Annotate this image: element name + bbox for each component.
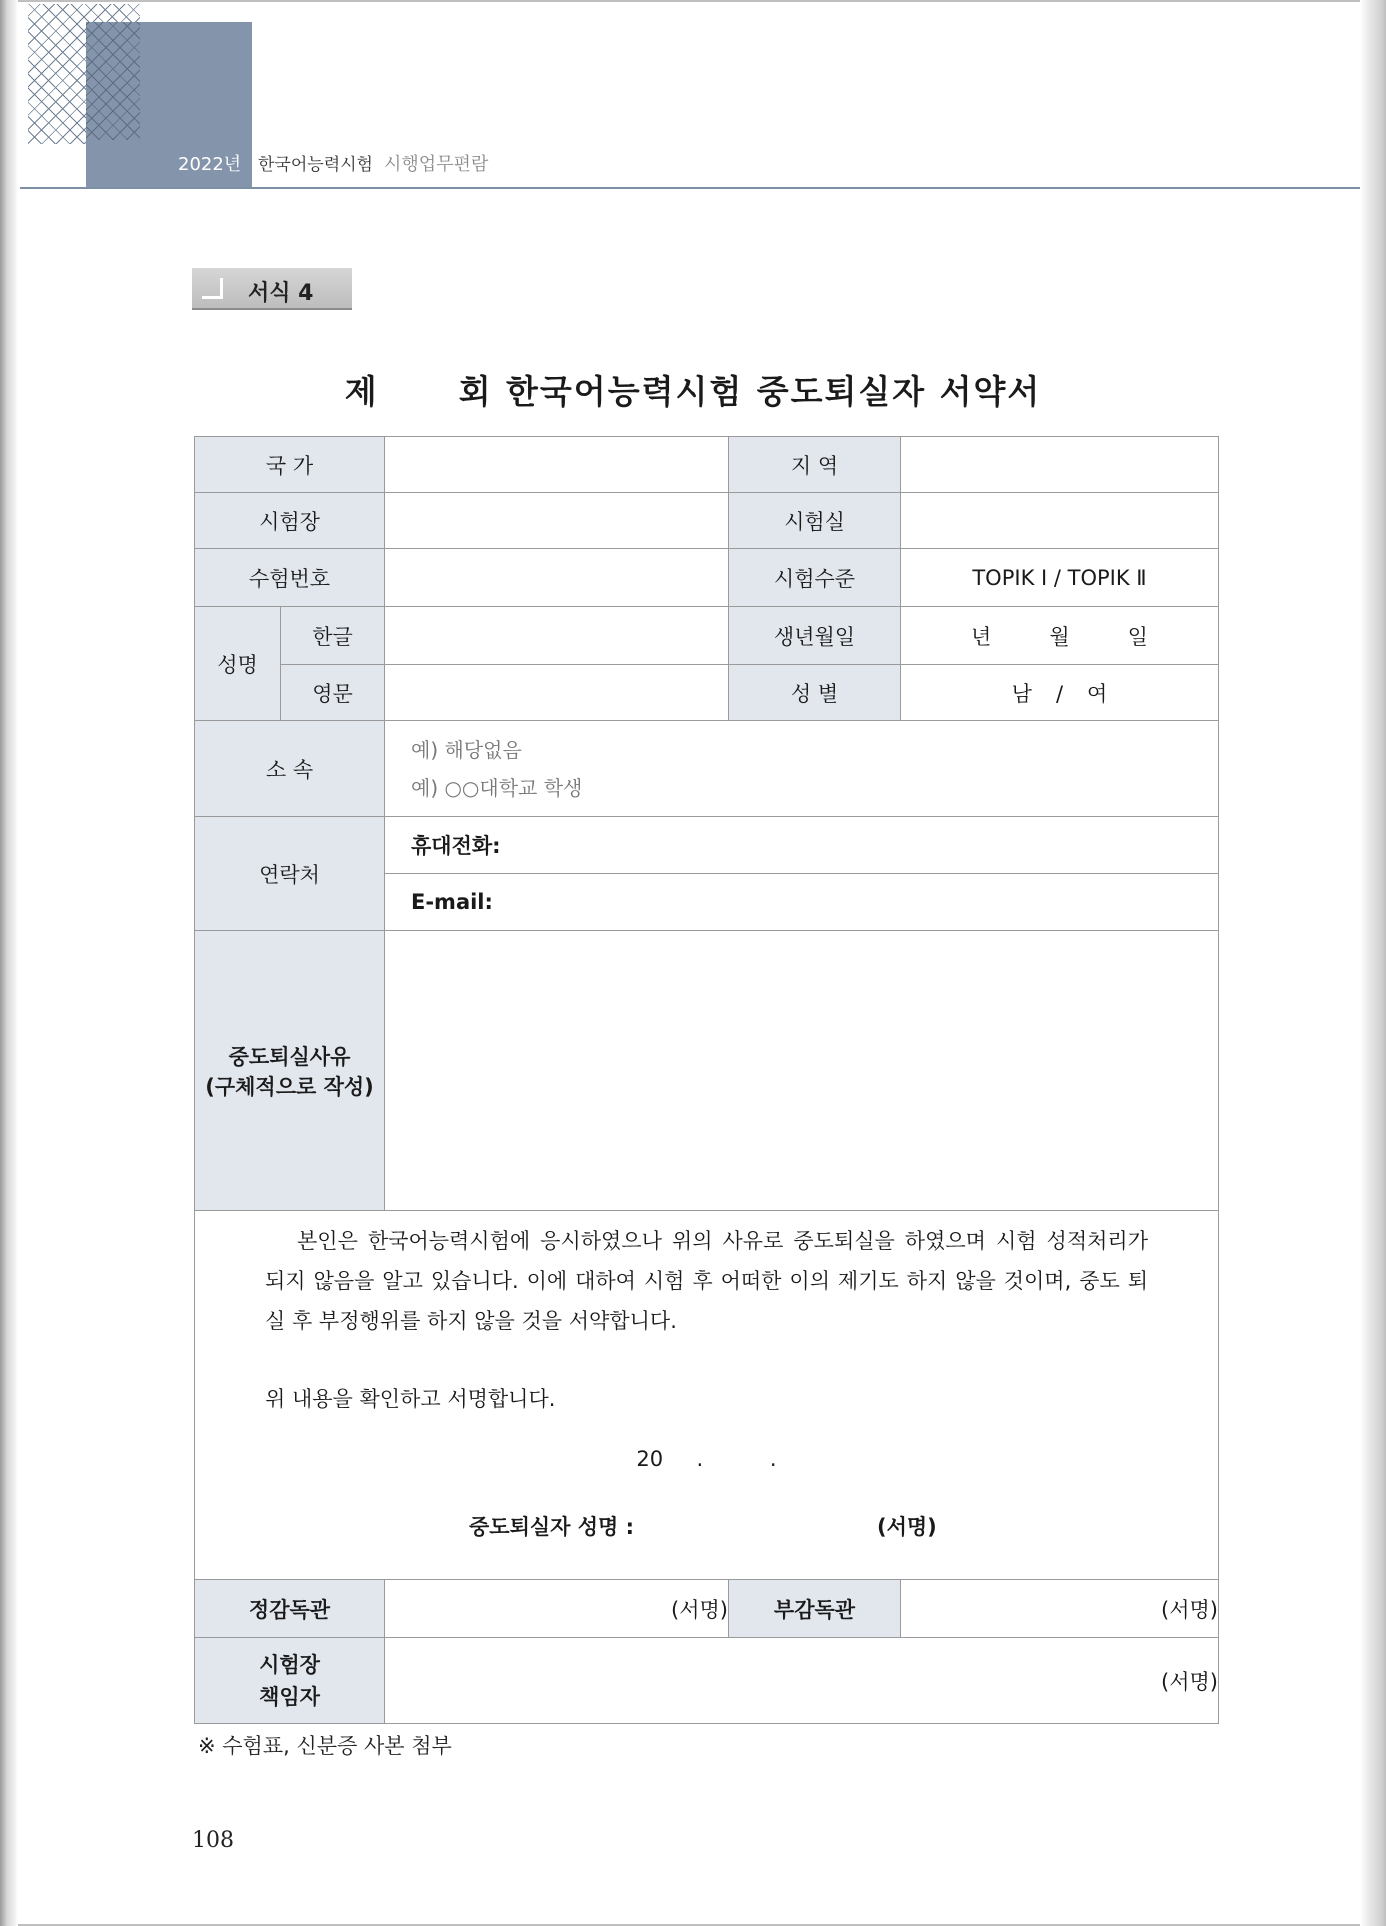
pledge-paragraph: 본인은 한국어능력시험에 응시하였으나 위의 사유로 중도퇴실을 하였으며 시험 성적처리가 되지 않음을 알고 있습니다. 이에 대하여 시험 후 어떠한 이의 제기도 하지 않을 것이며, 중도 퇴실 후 부정행위를 하지 않을 것을 서약합니다. [265, 1229, 1148, 1333]
title-rest: 회 한국어능력시험 중도퇴실자 서약서 [458, 372, 1042, 411]
name-korean-field[interactable] [385, 607, 729, 665]
venue-head-label [195, 1638, 385, 1724]
venue-label: 시험장 [195, 493, 385, 549]
venue-head-label-line-1: 시험장 [259, 1652, 320, 1677]
pledge-form-table [194, 436, 1219, 1724]
dob-label: 생년월일 [729, 607, 901, 665]
gender-female[interactable]: 여 [1087, 681, 1108, 706]
pledge-confirm: 위 내용을 확인하고 서명합니다. [265, 1387, 556, 1411]
country-label: 국 가 [195, 437, 385, 493]
form-tag-label: 서식 4 [248, 281, 314, 306]
venue-head-label-line-2: 책임자 [259, 1684, 320, 1709]
row-venue [195, 493, 1219, 549]
name-korean-label: 한글 [281, 607, 385, 665]
page-edge-top [18, 0, 1360, 2]
row-pledge [195, 1211, 1219, 1580]
title-prefix: 제 [344, 372, 379, 411]
region-label: 지 역 [729, 437, 901, 493]
room-field[interactable] [901, 493, 1219, 549]
assistant-supervisor-label: 부감독관 [729, 1580, 901, 1638]
affiliation-label: 소 속 [195, 721, 385, 817]
pledge-signature-line [265, 1507, 1148, 1579]
gender-label: 성 별 [729, 665, 901, 721]
pledge-date[interactable]: 20 . . [636, 1447, 777, 1471]
name-english-label: 영문 [281, 665, 385, 721]
assistant-supervisor-sign[interactable]: (서명) [901, 1580, 1219, 1638]
dob-field[interactable] [901, 607, 1219, 665]
dob-year: 년 [971, 624, 992, 649]
footnote: ※ 수험표, 신분증 사본 첨부 [198, 1734, 452, 1758]
row-reason [195, 931, 1219, 1211]
dob-month: 월 [1049, 624, 1070, 649]
venue-head-sign[interactable]: (서명) [385, 1638, 1219, 1724]
row-name-korean [195, 607, 1219, 665]
venue-field[interactable] [385, 493, 729, 549]
exam-number-field[interactable] [385, 549, 729, 607]
signer-signature[interactable]: (서명) [877, 1515, 937, 1539]
mobile-field[interactable] [385, 817, 1219, 874]
affiliation-field[interactable] [385, 721, 1219, 817]
gender-separator: / [1055, 681, 1064, 706]
row-supervisors [195, 1580, 1219, 1638]
header-subtitle: 시행업무편람 [384, 154, 489, 175]
corner-arrow-icon [202, 278, 223, 299]
form-tag [192, 268, 352, 310]
header-rule [20, 187, 1360, 189]
row-country [195, 437, 1219, 493]
name-english-field[interactable] [385, 665, 729, 721]
chief-supervisor-sign[interactable]: (서명) [385, 1580, 729, 1638]
chief-supervisor-label: 정감독관 [195, 1580, 385, 1638]
row-affiliation [195, 721, 1219, 817]
country-field[interactable] [385, 437, 729, 493]
row-venue-head [195, 1638, 1219, 1724]
row-name-english [195, 665, 1219, 721]
reason-label [195, 931, 385, 1211]
pledge-cell [195, 1211, 1219, 1580]
affiliation-hint-2: 예) ○○대학교 학생 [411, 775, 583, 800]
email-field[interactable] [385, 874, 1219, 931]
name-label: 성명 [195, 607, 281, 721]
page-binding-right [1360, 0, 1386, 1926]
reason-field[interactable] [385, 931, 1219, 1211]
room-label: 시험실 [729, 493, 901, 549]
header-title: 한국어능력시험 [258, 155, 373, 175]
page-binding-left [0, 0, 18, 1926]
header-year: 2022년 [178, 154, 242, 175]
affiliation-hint-1: 예) 해당없음 [411, 737, 522, 762]
header-pattern-overlay [86, 22, 140, 140]
signer-label: 중도퇴실자 성명 : [469, 1515, 635, 1539]
region-field[interactable] [901, 437, 1219, 493]
row-mobile [195, 817, 1219, 874]
exam-number-label: 수험번호 [195, 549, 385, 607]
dob-day: 일 [1127, 624, 1148, 649]
reason-label-line-2: (구체적으로 작성) [205, 1074, 374, 1099]
gender-male[interactable]: 남 [1011, 681, 1032, 706]
level-label: 시험수준 [729, 549, 901, 607]
contact-label: 연락처 [195, 817, 385, 931]
page-number: 108 [192, 1828, 234, 1853]
email-label: E-mail: [411, 890, 493, 914]
row-exam-number [195, 549, 1219, 607]
reason-label-line-1: 중도퇴실사유 [228, 1044, 351, 1069]
gender-field[interactable] [901, 665, 1219, 721]
mobile-label: 휴대전화: [411, 834, 501, 858]
level-value[interactable]: TOPIK Ⅰ / TOPIK Ⅱ [901, 549, 1219, 607]
document-title [0, 366, 1386, 413]
